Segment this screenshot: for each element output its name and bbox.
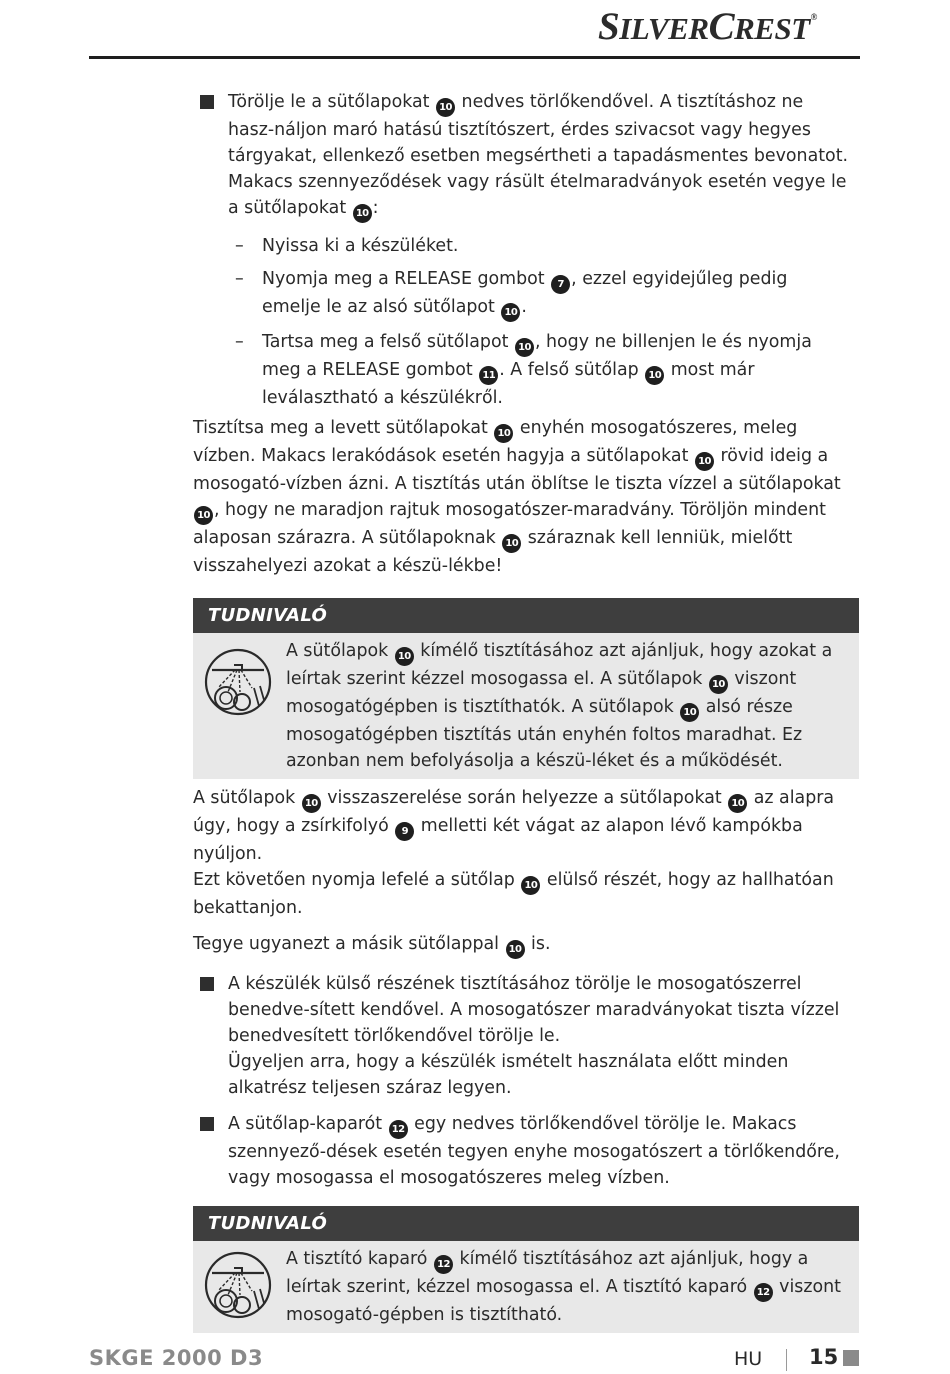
square-bullet-icon bbox=[200, 1117, 214, 1131]
ref-badge: 10 bbox=[709, 675, 728, 694]
ref-badge: 10 bbox=[728, 794, 747, 813]
page-content bbox=[193, 89, 859, 1333]
bullet-clean-exterior bbox=[193, 971, 849, 1101]
ref-badge: 12 bbox=[434, 1255, 453, 1274]
ref-badge: 10 bbox=[494, 424, 513, 443]
ref-badge: 10 bbox=[501, 303, 520, 322]
ref-badge: 10 bbox=[353, 204, 372, 223]
ref-badge: 12 bbox=[389, 1120, 408, 1139]
paragraph-repeat: Tegye ugyanezt a másik sütőlappal 10 is. bbox=[193, 931, 859, 959]
square-bullet-icon bbox=[200, 95, 214, 109]
brand-logo: SILVERCREST® bbox=[598, 5, 817, 48]
note-body bbox=[193, 633, 859, 779]
note-title: TUDNIVALÓ bbox=[193, 598, 859, 633]
ref-badge: 10 bbox=[695, 452, 714, 471]
header-rule bbox=[89, 56, 860, 59]
square-bullet-icon bbox=[200, 977, 214, 991]
footer-model: SKGE 2000 D3 bbox=[89, 1346, 264, 1370]
footer-square-icon bbox=[843, 1350, 859, 1366]
ref-badge: 10 bbox=[302, 794, 321, 813]
ref-badge: 10 bbox=[645, 366, 664, 385]
paragraph-cleaning: Tisztítsa meg a levett sütőlapokat 10 enyhén mosogatószeres, meleg vízben. Makacs lerakódások esetén hagyja a sütőlapokat 10 rövid ideig a mosogató-vízben ázni. A tisztítás után öblítse le tiszta vízzel a sütőlapokat 10 , hogy ne maradjon rajtuk mosogatószer-maradvány. Töröljön mindent alaposan szárazra. A sütőlapoknak 10 száraznak kell lenniük, mielőtt visszahelyezi azokat a készü-lékbe! bbox=[193, 418, 841, 576]
dash-step-3: – Tartsa meg a felső sütőlapot 10 , hogy ne billenjen le és nyomja meg a RELEASE gombot 11 . A felső sütőlap 10 most már leválasztható a készülékről. bbox=[193, 329, 823, 411]
ref-badge: 10 bbox=[506, 940, 525, 959]
bullet-text: A sütőlap-kaparót 12 egy nedves törlőkendővel törölje le. Makacs szennyező-dések esetén tegyen enyhe mosogatószert a törlőkendőre, vagy mosogassa el mosogatószeres meleg vízben. bbox=[228, 1114, 840, 1188]
note-box-plates bbox=[193, 598, 859, 779]
bullet-text: A készülék külső részének tisztításához törölje le mosogatószerrel benedve-sített kendővel. A mosogatószer maradványokat tiszta vízzel benedvesített törlőkendővel törölje le. bbox=[228, 974, 840, 1046]
bullet-text: Makacs szennyeződések vagy rásült ételmaradványok esetén vegye le a sütőlapokat 10 : bbox=[228, 169, 849, 223]
dash-mark: – bbox=[235, 269, 244, 289]
ref-badge: 12 bbox=[754, 1283, 773, 1302]
ref-badge: 10 bbox=[436, 98, 455, 117]
note-body bbox=[193, 1241, 859, 1333]
bullet-text: Törölje le a sütőlapokat 10 nedves törlőkendővel. A tisztításhoz ne hasz-náljon maró hatású tisztítószert, érdes szivacsot vagy hegyes tárgyakat, ellenkező esetben megsértheti a tapadásmentes bevonatot. bbox=[228, 92, 849, 166]
dishwasher-icon bbox=[204, 648, 272, 716]
bullet-text: Ügyeljen arra, hogy a készülék ismételt használata előtt minden alkatrész teljesen száraz legyen. bbox=[228, 1052, 789, 1098]
bullet-clean-plates bbox=[193, 89, 849, 223]
ref-badge: 10 bbox=[680, 703, 699, 722]
paragraph-reassembly-2: Ezt követően nyomja lefelé a sütőlap 10 elülső részét, hogy az hallhatóan bekattanjon. bbox=[193, 870, 834, 918]
ref-badge: 7 bbox=[551, 275, 570, 294]
ref-badge: 10 bbox=[521, 876, 540, 895]
note-title: TUDNIVALÓ bbox=[193, 1206, 859, 1241]
footer-separator bbox=[786, 1349, 787, 1371]
ref-badge: 10 bbox=[194, 506, 213, 525]
dash-mark: – bbox=[235, 236, 244, 256]
ref-badge: 10 bbox=[515, 338, 534, 357]
dash-mark: – bbox=[235, 332, 244, 352]
note-box-scraper bbox=[193, 1206, 859, 1333]
paragraph-reassembly: A sütőlapok 10 visszaszerelése során helyezze a sütőlapokat 10 az alapra úgy, hogy a zsírkifolyó 9 melletti két vágat az alapon lévő kampókba nyúljon. bbox=[193, 788, 835, 864]
note-text: A tisztító kaparó 12 kímélő tisztításához azt ajánljuk, hogy a leírtak szerint, kézzel mosogassa el. A tisztító kaparó 12 viszont mosogató-gépben is tisztítható. bbox=[286, 1249, 841, 1325]
bullet-clean-scraper bbox=[193, 1111, 849, 1191]
ref-badge: 11 bbox=[479, 366, 498, 385]
footer-language: HU bbox=[734, 1348, 763, 1370]
note-text: A sütőlapok 10 kímélő tisztításához azt ajánljuk, hogy azokat a leírtak szerint kézzel mosogassa el. A sütőlapok 10 viszont mosogatógépben is tisztíthatók. A sütőlapok 10 alsó része mosogatógépben tisztítás után enyhén foltos maradhat. Ez azonban nem befolyásolja a készü-léket és a működését. bbox=[286, 641, 833, 771]
ref-badge: 10 bbox=[395, 647, 414, 666]
dishwasher-icon bbox=[204, 1251, 272, 1319]
ref-badge: 9 bbox=[395, 822, 414, 841]
dash-step-2: – Nyomja meg a RELEASE gombot 7 , ezzel egyidejűleg pedig emelje le az alsó sütőlapot 10 . bbox=[193, 266, 823, 322]
dash-step-1: – Nyissa ki a készüléket. bbox=[193, 233, 823, 259]
page-number: 15 bbox=[809, 1345, 839, 1369]
ref-badge: 10 bbox=[502, 534, 521, 553]
